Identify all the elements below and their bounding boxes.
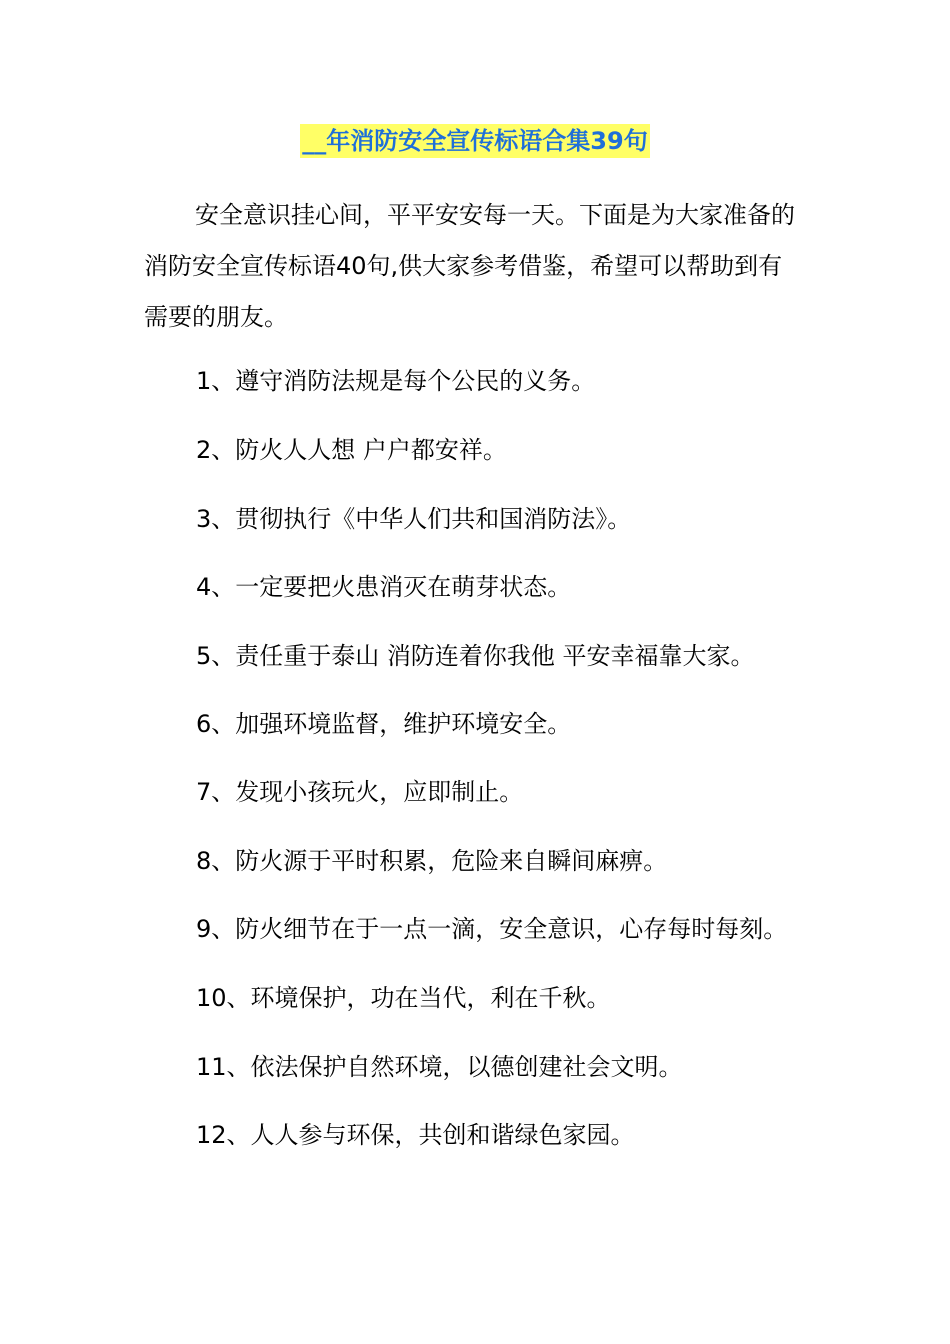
slogan-item-11: 11、依法保护自然环境，以德创建社会文明。 (196, 1053, 683, 1081)
intro-paragraph: 安全意识挂心间，平平安安每一天。下面是为大家准备的消防安全宣传标语40句,供大家参考借鉴，希望可以帮助到有需要的朋友。 (144, 201, 795, 331)
slogan-item-2: 2、防火人人想 户户都安祥。 (196, 436, 507, 464)
title-wrap (0, 124, 950, 158)
slogan-item-12: 12、人人参与环保，共创和谐绿色家园。 (196, 1121, 635, 1149)
slogan-item-6: 6、加强环境监督，维护环境安全。 (196, 710, 572, 738)
slogan-item-8: 8、防火源于平时积累，危险来自瞬间麻痹。 (196, 847, 668, 875)
slogan-item-4: 4、一定要把火患消灭在萌芽状态。 (196, 573, 572, 601)
slogan-item-5: 5、责任重于泰山 消防连着你我他 平安幸福靠大家。 (196, 642, 755, 670)
document-title: __年消防安全宣传标语合集39句 (300, 124, 649, 158)
slogan-item-10: 10、环境保护，功在当代，利在千秋。 (196, 984, 611, 1012)
slogan-item-3: 3、贯彻执行《中华人们共和国消防法》。 (196, 505, 632, 533)
slogan-item-7: 7、发现小孩玩火，应即制止。 (196, 778, 524, 806)
slogan-item-1: 1、遵守消防法规是每个公民的义务。 (196, 367, 596, 395)
slogan-item-9: 9、防火细节在于一点一滴，安全意识，心存每时每刻。 (196, 915, 788, 943)
